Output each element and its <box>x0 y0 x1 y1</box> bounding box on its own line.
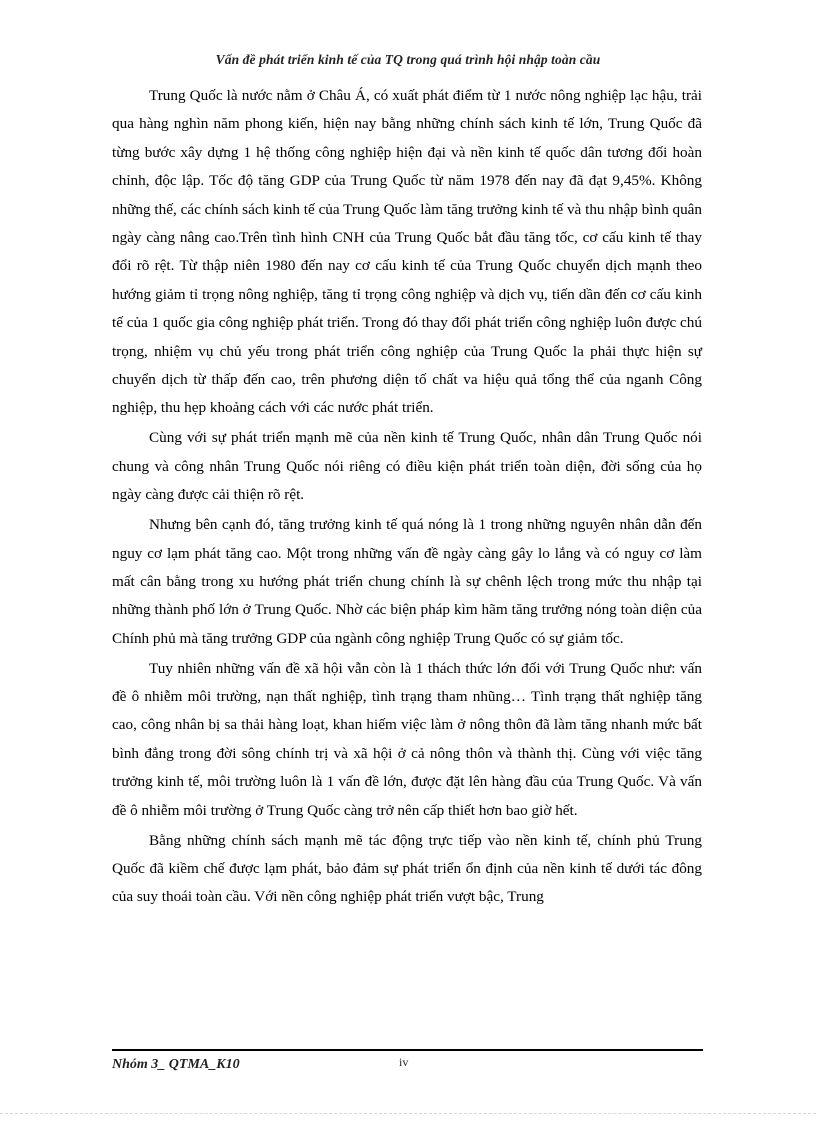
page-boundary <box>0 1113 816 1114</box>
page-number: iv <box>399 1055 409 1069</box>
paragraph: Nhưng bên cạnh đó, tăng trưởng kinh tế quá nóng là 1 trong những nguyên nhân dẫn đến nguy cơ lạm phát tăng cao. Một trong những vấn đề ngày càng gây lo lắng và có nguy cơ làm mất cân bằng trong xu hướng phát triển chung chính là sự chênh lệch trong mức thu nhập tại những thành phố lớn ở Trung Quốc. Nhờ các biện pháp kìm hãm tăng trưởng nóng toàn diện của Chính phủ mà tăng trưởng GDP của ngành công nghiệp Trung Quốc có sự giảm tốc. <box>112 516 702 647</box>
document-body <box>112 82 702 913</box>
page-header-title: Vấn đề phát triển kinh tế của TQ trong quá trình hội nhập toàn cầu <box>215 52 601 67</box>
paragraph: Cùng với sự phát triển mạnh mẽ của nền kinh tế Trung Quốc, nhân dân Trung Quốc nói chung và công nhân Trung Quốc nói riêng có điều kiện phát triển toàn diện, đời sống của họ ngày càng được cải thiện rõ rệt. <box>112 429 702 504</box>
paragraph: Bằng những chính sách mạnh mẽ tác động trực tiếp vào nền kinh tế, chính phủ Trung Quốc đã kiềm chế được lạm phát, bảo đảm sự phát triển ổn định của nền kinh tế dưới tác đông của suy thoái toàn cầu. Với nền công nghiệp phát triển vượt bậc, Trung <box>112 831 702 906</box>
paragraph: Trung Quốc là nước nằm ở Châu Á, có xuất phát điểm từ 1 nước nông nghiệp lạc hậu, trải qua hàng nghìn năm phong kiến, hiện nay bằng những chính sách kinh tế lớn, Trung Quốc đã từng bước xây dựng 1 hệ thống công nghiệp hiện đại và nền kinh tế quốc dân tương đối hoàn chỉnh, độc lập. Tốc độ tăng GDP của Trung Quốc từ năm 1978 đến nay đã đạt 9,45%. Không những thế, các chính sách kinh tế của Trung Quốc làm tăng trưởng kinh tế và thu nhập bình quân ngày càng nâng cao.Trên tình hình CNH của Trung Quốc bắt đầu tăng tốc, cơ cấu kinh tế thay đổi rõ rệt. Từ thập niên 1980 đến nay cơ cấu kinh tế của Trung Quốc chuyển dịch mạnh theo hướng giảm tỉ trọng nông nghiệp, tăng tỉ trọng công nghiệp và dịch vụ, tiến dần đến cơ cấu kinh tế của 1 quốc gia công nghiệp phát triển. Trong đó thay đổi phát triển công nghiệp luôn được chú trọng, nhiệm vụ chủ yếu trong phát triển công nghiệp của Trung Quốc la phải thực hiện sự chuyển dịch từ thấp đến cao, trên phương diện tố chất va hiệu quả tổng thể của nganh Công nghiệp, thu hẹp khoảng cách với các nước phát triển. <box>112 87 702 417</box>
paragraph: Tuy nhiên những vấn đề xã hội vẫn còn là 1 thách thức lớn đối với Trung Quốc như: vấn đề ô nhiễm môi trường, nạn thất nghiệp, tình trạng tham nhũng… Tình trạng thất nghiệp tăng cao, công nhân bị sa thải hàng loạt, khan hiếm việc làm ở nông thôn đã làm tăng nhanh mức bất bình đẳng trong đời sông chính trị và xã hội ở cả nông thôn và thành thị. Cùng với việc tăng trưởng kinh tế, môi trường luôn là 1 vấn đề lớn, được đặt lên hàng đầu của Trung Quốc. Và vấn đề ô nhiễm môi trường ở Trung Quốc càng trở nên cấp thiết hơn bao giờ hết. <box>112 659 702 819</box>
footer-divider <box>112 1049 703 1051</box>
footer-group-label: Nhóm 3_ QTMA_K10 <box>112 1057 240 1072</box>
